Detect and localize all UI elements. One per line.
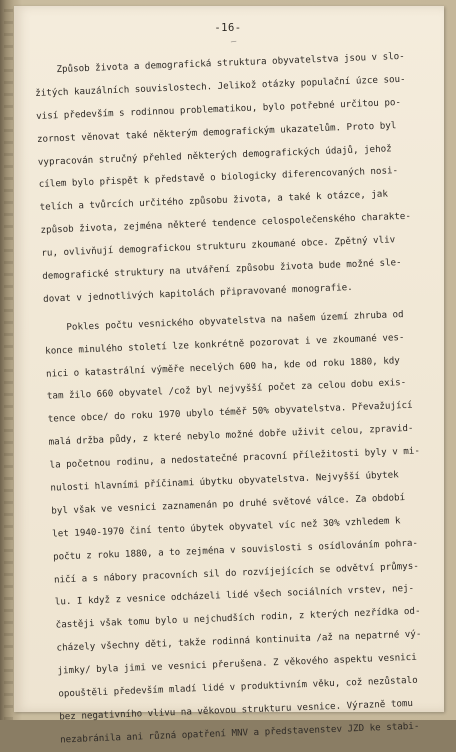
- text-line: žitých kauzálních souvislostech. Jelikož otázky populační úzce sou-: [35, 73, 406, 99]
- body-text: [34, 45, 448, 752]
- text-line: konce minulého století lze konkrétně pozorovat i ve zkoumané ves-: [44, 331, 405, 357]
- text-line: malá držba půdy, z které nebylo možné dobře uživit celou, zpravid-: [48, 422, 414, 448]
- text-line: cílem bylo přispět k představě o biologicky diferencovaných nosi-: [38, 165, 399, 191]
- text-line: nulosti hlavními příčinami úbytku obyvatelstva. Nejvyšší úbytek: [50, 469, 399, 494]
- text-line: Pokles počtu vesnického obyvatelstva na našem území zhruba od: [44, 308, 404, 334]
- text-line: ničí a s nábory pracovních sil do rozvíjejících se odvětví průmys-: [53, 560, 419, 586]
- text-line: počtu z roku 1880, a to zejména v souvislosti s osídlováním pohra-: [52, 537, 419, 563]
- paragraph: [44, 303, 448, 752]
- text-line: Způsob života a demografická struktura obyvatelstva jsou v slo-: [34, 50, 405, 76]
- text-line: bez negativního vlivu na věkovou strukturu vesnice. Výrazně tomu: [59, 697, 414, 723]
- text-line: la početnou rodinu, a nedostatečné pracovní příležitosti byly v mi-: [49, 445, 421, 471]
- text-line: způsob života, zejména některé tendence celospolečenského charakte-: [40, 210, 412, 237]
- text-line: byl však ve vesnici zaznamenán po druhé světové válce. Za období: [51, 492, 406, 517]
- page-number: -16-: [214, 22, 242, 34]
- text-line: visí především s rodinnou problematikou, bylo potřebné určitou po-: [35, 96, 402, 122]
- text-line: nici o katastrální výměře necelých 600 ha, kde od roku 1880, kdy: [45, 354, 401, 380]
- text-line: ru, ovlivňují demografickou strukturu zkoumané obce. Zpětný vliv: [41, 234, 396, 259]
- text-line: častěji však tomu bylo u nejchudších rodin, z kterých nezřídka od-: [55, 605, 421, 631]
- text-line: tence obce/ do roku 1970 ubylo téměř 50% obyvatelstva. Převažující: [47, 400, 413, 426]
- text-line: vypracován stručný přehled některých demografických údajů, jehož: [37, 142, 392, 168]
- text-line: zornost věnovat také některým demografickým ukazatelům. Proto byl: [36, 119, 397, 145]
- text-line: tam žilo 660 obyvatel /což byl nejvyšší počet za celou dobu exis-: [46, 377, 407, 403]
- text-line: opouštěli především mladí lidé v produktivním věku, což nezůstalo: [58, 674, 418, 700]
- binding-edge: [4, 0, 13, 720]
- text-line: cházely všechny děti, takže rodinná kontinuita /až na nepatrné vý-: [56, 628, 422, 654]
- text-line: dovat v jednotlivých kapitolách připravované monografie.: [42, 281, 353, 305]
- text-line: nezabránila ani různá opatření MNV a představenstev JZD ke stabi-: [59, 720, 420, 746]
- pencil-mark: —: [230, 36, 238, 48]
- paragraph: [34, 45, 431, 312]
- text-line: telích a tvůrcích určitého způsobu života, a také k otázce, jak: [39, 188, 389, 214]
- text-line: demografické struktury na utváření způsobu života bude možné sle-: [42, 257, 402, 282]
- text-line: lu. I když z vesnice odcházeli lidé všech sociálních vrstev, nej-: [54, 583, 415, 609]
- text-line: let 1940-1970 činí tento úbytek obyvatel víc než 30% vzhledem k: [51, 515, 401, 540]
- text-line: jimky/ byla jimi ve vesnici přerušena. Z věkového aspektu vesnici: [57, 651, 417, 677]
